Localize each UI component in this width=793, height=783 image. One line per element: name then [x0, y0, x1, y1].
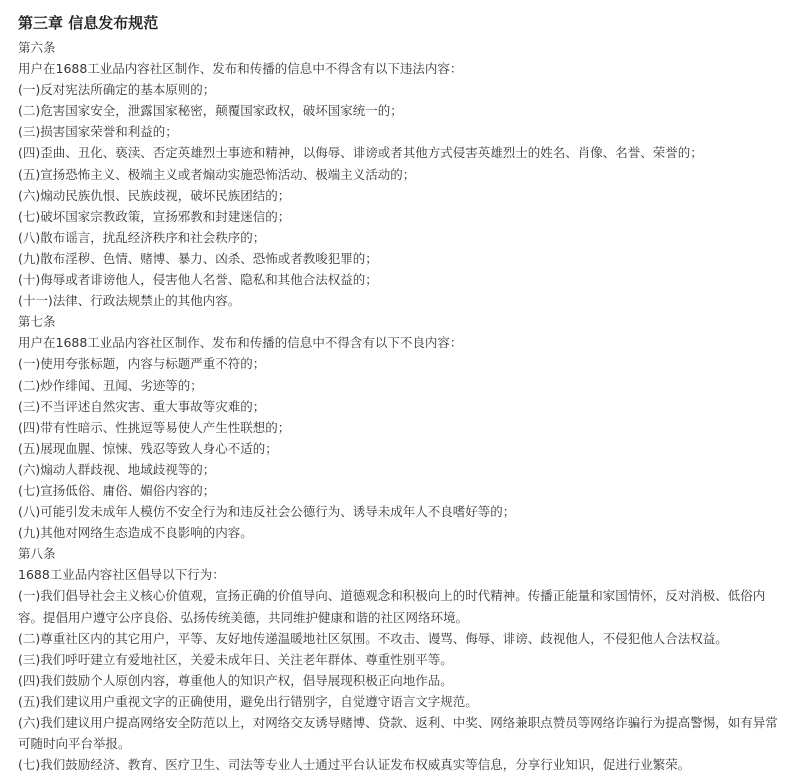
article-8-item: (七)我们鼓励经济、教育、医疗卫生、司法等专业人士通过平台认证发布权威真实等信息，分享行业知识，促进行业繁荣。 [18, 757, 691, 773]
article-7-item: (二)炒作绯闻、丑闻、劣迹等的； [18, 377, 203, 393]
article-6-heading: 第六条 [18, 40, 56, 55]
article-7-item: (八)可能引发未成年人模仿不安全行为和违反社会公德行为、诱导未成年人不良嗜好等的； [18, 504, 516, 520]
article-8-item: (二)尊重社区内的其它用户，平等、友好地传递温暖地社区氛围。不攻击、谩骂、侮辱、诽谤、歧视他人，不侵犯他人合法权益。 [18, 630, 728, 646]
article-7-heading: 第七条 [18, 314, 56, 330]
article-7-intro: 用户在1688工业品内容社区制作、发布和传播的信息中不得含有以下不良内容： [18, 335, 463, 351]
article-6-intro: 用户在1688工业品内容社区制作、发布和传播的信息中不得含有以下违法内容： [18, 61, 463, 77]
article-6-item: (九)散布淫秽、色情、赌博、暴力、凶杀、恐怖或者教唆犯罪的； [18, 250, 378, 266]
article-6-item: (四)歪曲、丑化、亵渎、否定英雄烈士事迹和精神，以侮辱、诽谤或者其他方式侵害英雄烈士的姓名、肖像、名誉、荣誉的； [18, 145, 703, 161]
article-8-heading: 第八条 [18, 546, 56, 562]
article-7-item: (三)不当评述自然灾害、重大事故等灾难的； [18, 398, 266, 414]
article-8-item: (六)我们建议用户提高网络安全防范以上，对网络交友诱导赌博、贷款、返利、中奖、网络兼职点赞员等网络诈骗行为提高警惕，如有异常可随时向平台举报。 [18, 715, 778, 752]
article-7-item: (七)宣扬低俗、庸俗、媚俗内容的； [18, 482, 216, 498]
article-8-item: (五)我们建议用户重视文字的正确使用，避免出行错别字，自觉遵守语言文字规范。 [18, 693, 478, 709]
rules-document [18, 9, 788, 775]
article-8-intro: 1688工业品内容社区倡导以下行为： [18, 567, 225, 583]
article-7-item: (一)使用夸张标题，内容与标题严重不符的； [18, 356, 266, 372]
article-6-item: (一)反对宪法所确定的基本原则的； [18, 82, 216, 98]
article-6-item: (十)侮辱或者诽谤他人，侵害他人名誉、隐私和其他合法权益的； [18, 272, 378, 288]
article-6-item: (五)宣扬恐怖主义、极端主义或者煽动实施恐怖活动、极端主义活动的； [18, 166, 416, 182]
article-8-item: (四)我们鼓励个人原创内容，尊重他人的知识产权，倡导展现积极正向地作品。 [18, 672, 453, 688]
article-7-item: (四)带有性暗示、性挑逗等易使人产生性联想的； [18, 419, 291, 435]
article-6-item: (三)损害国家荣誉和利益的； [18, 124, 178, 140]
article-8-item: (三)我们呼吁建立有爱地社区，关爱未成年日、关注老年群体、尊重性别平等。 [18, 651, 453, 667]
chapter-title: 第三章 信息发布规范 [18, 14, 159, 32]
article-6-item: (十一)法律、行政法规禁止的其他内容。 [18, 293, 241, 309]
article-6-item: (六)煽动民族仇恨、民族歧视，破坏民族团结的； [18, 187, 291, 203]
article-7-item: (五)展现血腥、惊悚、残忍等致人身心不适的； [18, 440, 278, 456]
article-7-item: (六)煽动人群歧视、地域歧视等的； [18, 461, 216, 477]
article-6-item: (八)散布谣言，扰乱经济秩序和社会秩序的； [18, 229, 266, 245]
article-6-item: (七)破坏国家宗教政策，宣扬邪教和封建迷信的； [18, 208, 291, 224]
article-6-item: (二)危害国家安全，泄露国家秘密，颠覆国家政权，破坏国家统一的； [18, 103, 403, 119]
article-7-item: (九)其他对网络生态造成不良影响的内容。 [18, 525, 253, 541]
article-8-item: (一)我们倡导社会主义核心价值观，宣扬正确的价值导向、道德观念和积极向上的时代精神。传播正能量和家国情怀，反对消极、低俗内容。提倡用户遵守公序良俗、弘扬传统美德，共同维护健康和谐的社区网络环境。 [18, 588, 766, 625]
